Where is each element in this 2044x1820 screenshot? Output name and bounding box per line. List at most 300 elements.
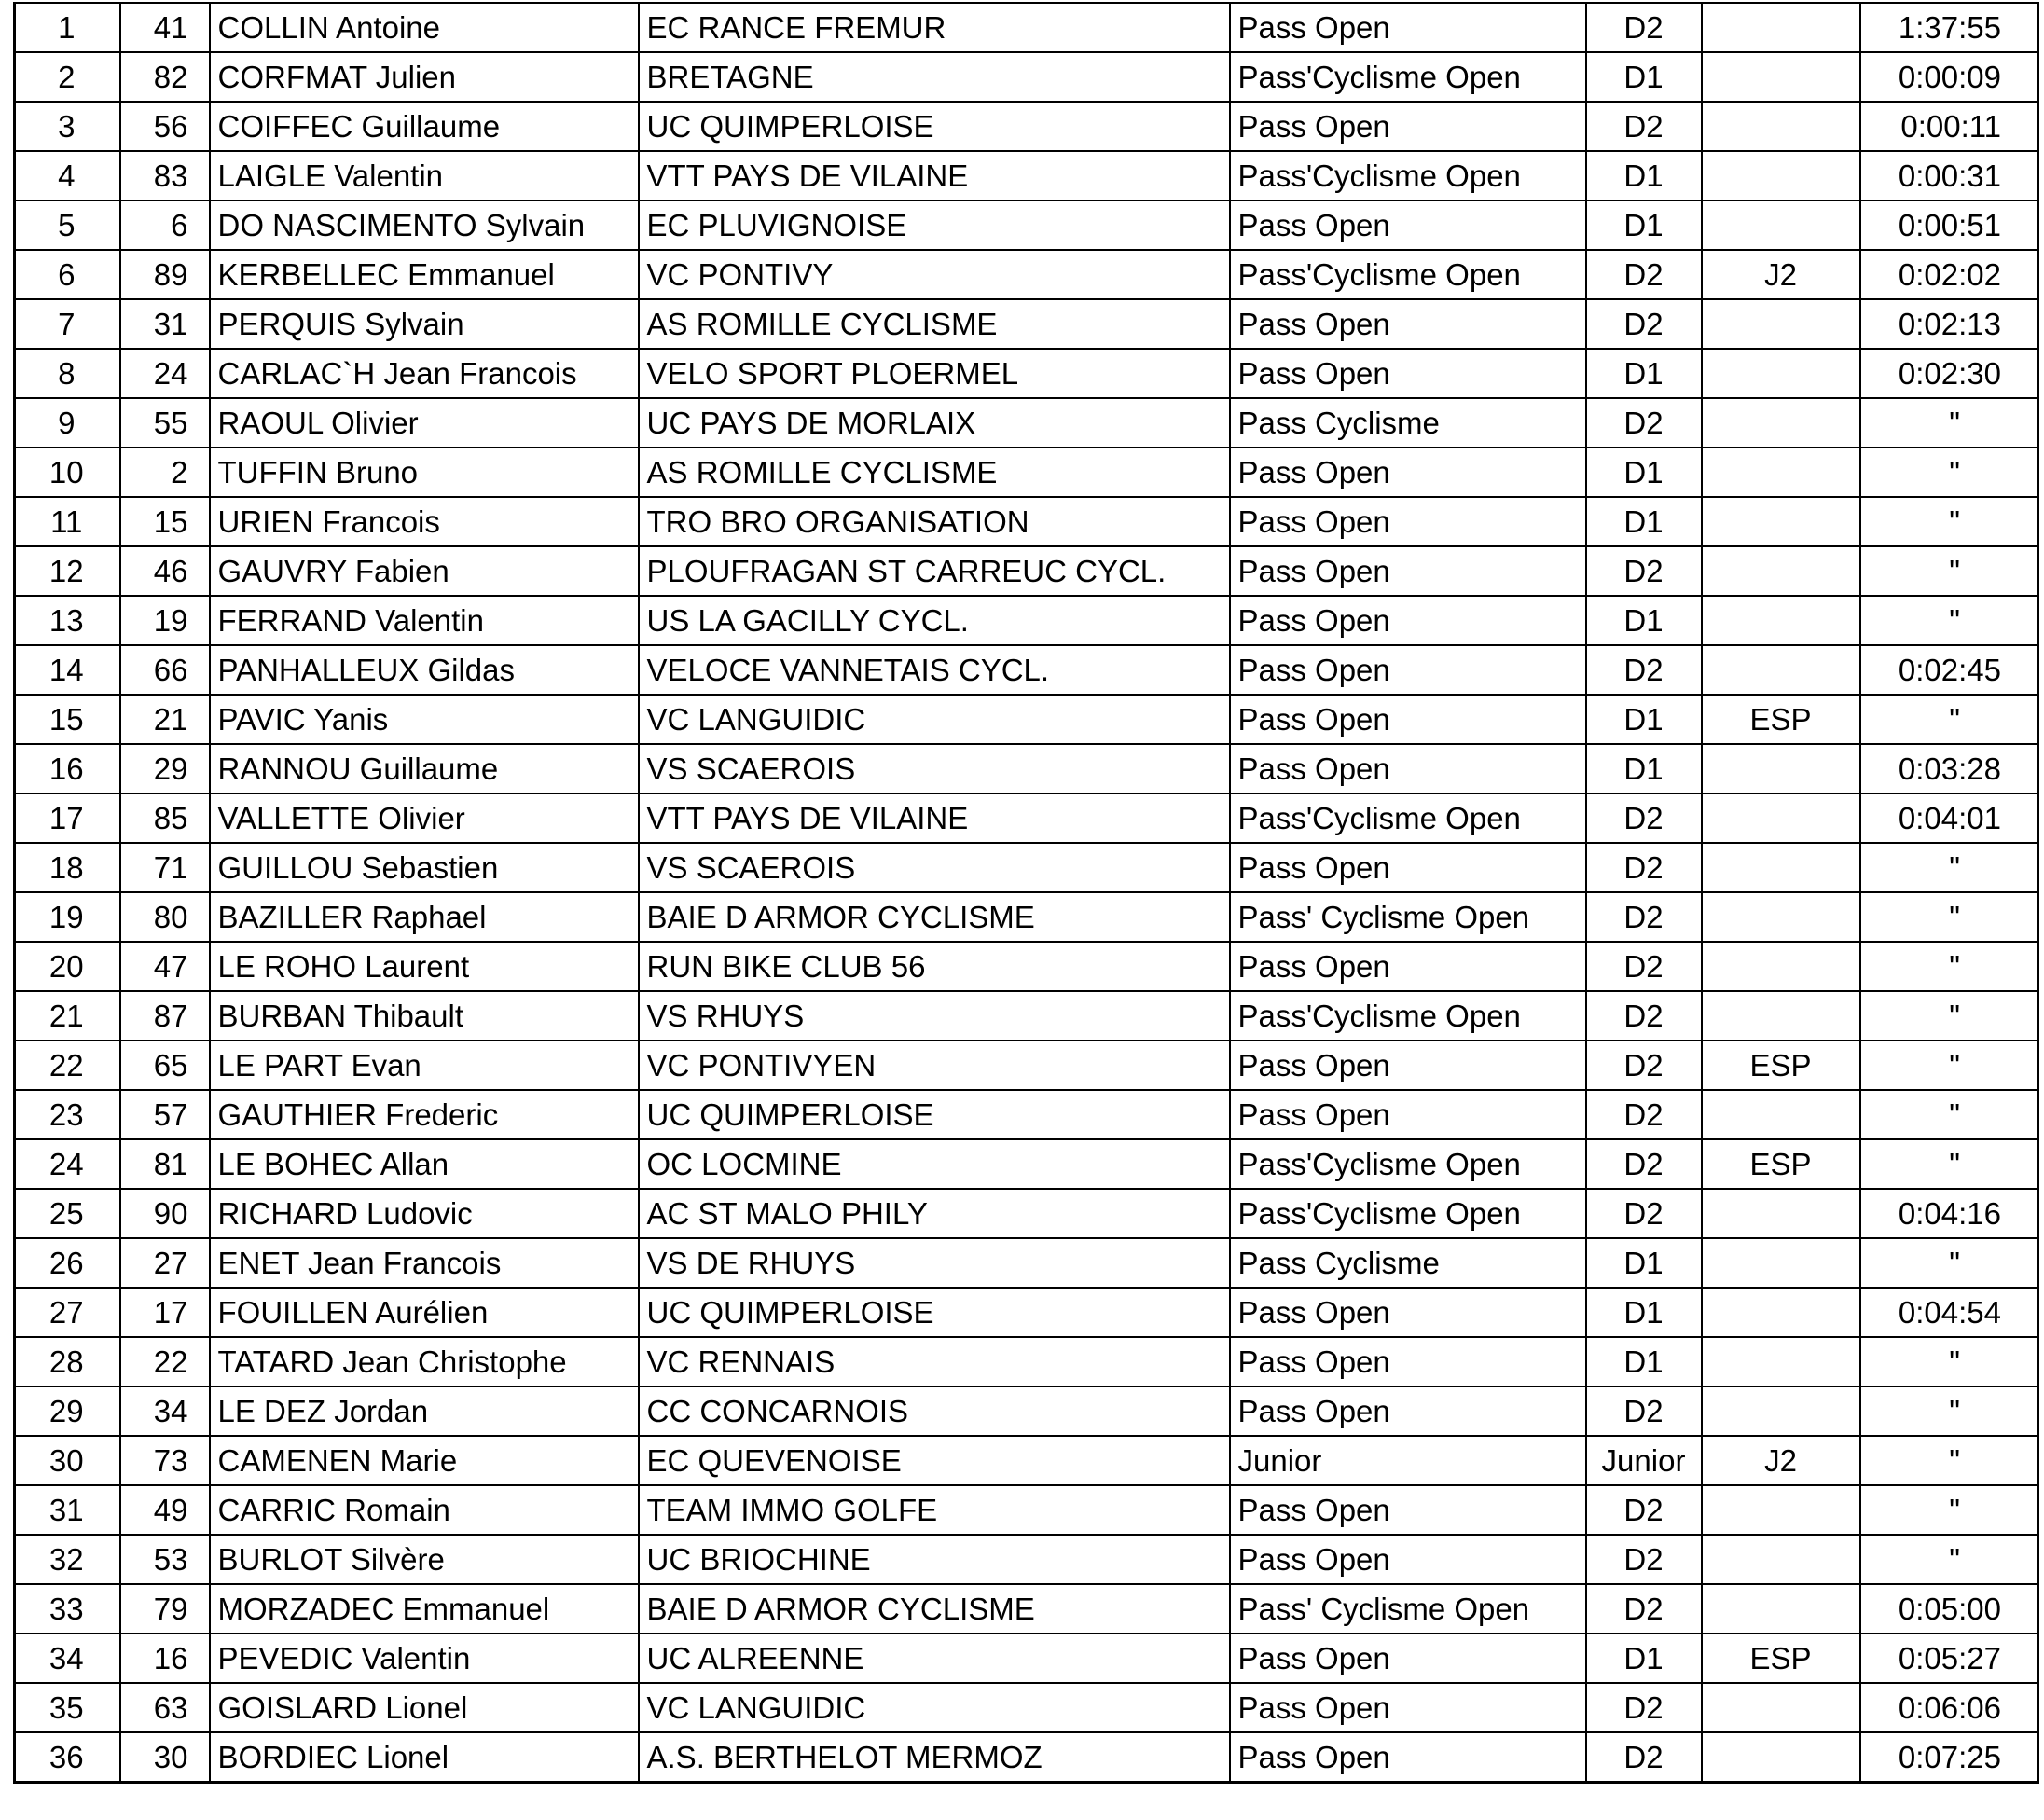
subcategory-cell xyxy=(1702,1732,1860,1783)
club-cell: PLOUFRAGAN ST CARREUC CYCL. xyxy=(639,546,1230,596)
club-cell: UC PAYS DE MORLAIX xyxy=(639,398,1230,448)
division-cell: D2 xyxy=(1586,3,1702,52)
division-cell: D2 xyxy=(1586,1535,1702,1584)
time-gap-cell: " xyxy=(1860,892,2038,942)
club-cell: EC PLUVIGNOISE xyxy=(639,200,1230,250)
division-cell: D2 xyxy=(1586,1683,1702,1732)
division-cell: D1 xyxy=(1586,448,1702,497)
category-cell: Pass'Cyclisme Open xyxy=(1230,250,1586,299)
bib-number-cell: 22 xyxy=(120,1337,210,1386)
time-gap-cell: " xyxy=(1860,991,2038,1041)
time-gap-cell: " xyxy=(1860,695,2038,744)
category-cell: Pass Open xyxy=(1230,645,1586,695)
time-gap-cell: " xyxy=(1860,1386,2038,1436)
rider-name-cell: PEVEDIC Valentin xyxy=(210,1634,639,1683)
rank-cell: 3 xyxy=(15,102,120,151)
rider-name-cell: KERBELLEC Emmanuel xyxy=(210,250,639,299)
division-cell: D2 xyxy=(1586,1189,1702,1238)
category-cell: Pass Open xyxy=(1230,1386,1586,1436)
division-cell: D2 xyxy=(1586,1139,1702,1189)
subcategory-cell xyxy=(1702,200,1860,250)
division-cell: D2 xyxy=(1586,1386,1702,1436)
table-row xyxy=(15,1732,2038,1783)
rank-cell: 7 xyxy=(15,299,120,349)
club-cell: RUN BIKE CLUB 56 xyxy=(639,942,1230,991)
division-cell: D2 xyxy=(1586,1041,1702,1090)
bib-number-cell: 6 xyxy=(120,200,210,250)
results-table-body xyxy=(15,3,2038,1783)
category-cell: Junior xyxy=(1230,1436,1586,1485)
table-row xyxy=(15,1238,2038,1288)
table-row xyxy=(15,1535,2038,1584)
rank-cell: 33 xyxy=(15,1584,120,1634)
bib-number-cell: 19 xyxy=(120,596,210,645)
table-row xyxy=(15,1683,2038,1732)
subcategory-cell xyxy=(1702,151,1860,200)
table-row xyxy=(15,1041,2038,1090)
category-cell: Pass'Cyclisme Open xyxy=(1230,991,1586,1041)
division-cell: D2 xyxy=(1586,398,1702,448)
rider-name-cell: BURBAN Thibault xyxy=(210,991,639,1041)
time-gap-cell: " xyxy=(1860,1436,2038,1485)
rider-name-cell: CARLAC`H Jean Francois xyxy=(210,349,639,398)
rider-name-cell: CORFMAT Julien xyxy=(210,52,639,102)
table-row xyxy=(15,151,2038,200)
rank-cell: 34 xyxy=(15,1634,120,1683)
subcategory-cell xyxy=(1702,52,1860,102)
category-cell: Pass'Cyclisme Open xyxy=(1230,52,1586,102)
subcategory-cell: J2 xyxy=(1702,250,1860,299)
category-cell: Pass Open xyxy=(1230,349,1586,398)
division-cell: D1 xyxy=(1586,200,1702,250)
time-gap-cell: " xyxy=(1860,497,2038,546)
table-row xyxy=(15,793,2038,843)
club-cell: CC CONCARNOIS xyxy=(639,1386,1230,1436)
rank-cell: 31 xyxy=(15,1485,120,1535)
rider-name-cell: BORDIEC Lionel xyxy=(210,1732,639,1783)
rank-cell: 22 xyxy=(15,1041,120,1090)
subcategory-cell xyxy=(1702,1535,1860,1584)
rider-name-cell: RAOUL Olivier xyxy=(210,398,639,448)
subcategory-cell: ESP xyxy=(1702,1634,1860,1683)
rank-cell: 14 xyxy=(15,645,120,695)
rider-name-cell: CARRIC Romain xyxy=(210,1485,639,1535)
rank-cell: 28 xyxy=(15,1337,120,1386)
category-cell: Pass' Cyclisme Open xyxy=(1230,1584,1586,1634)
table-row xyxy=(15,200,2038,250)
bib-number-cell: 55 xyxy=(120,398,210,448)
bib-number-cell: 65 xyxy=(120,1041,210,1090)
time-gap-cell: 0:02:13 xyxy=(1860,299,2038,349)
bib-number-cell: 53 xyxy=(120,1535,210,1584)
bib-number-cell: 56 xyxy=(120,102,210,151)
rank-cell: 15 xyxy=(15,695,120,744)
table-row xyxy=(15,52,2038,102)
time-gap-cell: " xyxy=(1860,546,2038,596)
bib-number-cell: 49 xyxy=(120,1485,210,1535)
rank-cell: 8 xyxy=(15,349,120,398)
division-cell: D1 xyxy=(1586,151,1702,200)
table-row xyxy=(15,1436,2038,1485)
table-row xyxy=(15,250,2038,299)
bib-number-cell: 81 xyxy=(120,1139,210,1189)
subcategory-cell: ESP xyxy=(1702,1139,1860,1189)
division-cell: D1 xyxy=(1586,349,1702,398)
table-row xyxy=(15,744,2038,793)
category-cell: Pass'Cyclisme Open xyxy=(1230,1139,1586,1189)
division-cell: Junior xyxy=(1586,1436,1702,1485)
rider-name-cell: PAVIC Yanis xyxy=(210,695,639,744)
division-cell: D2 xyxy=(1586,991,1702,1041)
club-cell: VC LANGUIDIC xyxy=(639,695,1230,744)
subcategory-cell xyxy=(1702,991,1860,1041)
subcategory-cell xyxy=(1702,596,1860,645)
club-cell: TRO BRO ORGANISATION xyxy=(639,497,1230,546)
club-cell: VS DE RHUYS xyxy=(639,1238,1230,1288)
rider-name-cell: COLLIN Antoine xyxy=(210,3,639,52)
subcategory-cell xyxy=(1702,1288,1860,1337)
club-cell: OC LOCMINE xyxy=(639,1139,1230,1189)
rider-name-cell: LAIGLE Valentin xyxy=(210,151,639,200)
subcategory-cell: ESP xyxy=(1702,1041,1860,1090)
table-row xyxy=(15,398,2038,448)
division-cell: D2 xyxy=(1586,299,1702,349)
table-row xyxy=(15,892,2038,942)
rider-name-cell: PANHALLEUX Gildas xyxy=(210,645,639,695)
table-row xyxy=(15,299,2038,349)
bib-number-cell: 34 xyxy=(120,1386,210,1436)
rank-cell: 21 xyxy=(15,991,120,1041)
bib-number-cell: 17 xyxy=(120,1288,210,1337)
rank-cell: 24 xyxy=(15,1139,120,1189)
club-cell: TEAM IMMO GOLFE xyxy=(639,1485,1230,1535)
subcategory-cell xyxy=(1702,645,1860,695)
time-gap-cell: 1:37:55 xyxy=(1860,3,2038,52)
bib-number-cell: 24 xyxy=(120,349,210,398)
subcategory-cell xyxy=(1702,892,1860,942)
club-cell: VTT PAYS DE VILAINE xyxy=(639,151,1230,200)
subcategory-cell xyxy=(1702,942,1860,991)
rider-name-cell: GAUVRY Fabien xyxy=(210,546,639,596)
rank-cell: 19 xyxy=(15,892,120,942)
subcategory-cell xyxy=(1702,1386,1860,1436)
category-cell: Pass Cyclisme xyxy=(1230,398,1586,448)
club-cell: VS RHUYS xyxy=(639,991,1230,1041)
category-cell: Pass Open xyxy=(1230,448,1586,497)
time-gap-cell: " xyxy=(1860,1041,2038,1090)
time-gap-cell: 0:05:00 xyxy=(1860,1584,2038,1634)
time-gap-cell: 0:00:09 xyxy=(1860,52,2038,102)
rank-cell: 30 xyxy=(15,1436,120,1485)
bib-number-cell: 15 xyxy=(120,497,210,546)
subcategory-cell xyxy=(1702,448,1860,497)
rider-name-cell: GOISLARD Lionel xyxy=(210,1683,639,1732)
rank-cell: 29 xyxy=(15,1386,120,1436)
rank-cell: 20 xyxy=(15,942,120,991)
division-cell: D2 xyxy=(1586,1584,1702,1634)
bib-number-cell: 73 xyxy=(120,1436,210,1485)
subcategory-cell xyxy=(1702,299,1860,349)
club-cell: VELO SPORT PLOERMEL xyxy=(639,349,1230,398)
club-cell: UC ALREENNE xyxy=(639,1634,1230,1683)
category-cell: Pass Cyclisme xyxy=(1230,1238,1586,1288)
division-cell: D2 xyxy=(1586,892,1702,942)
category-cell: Pass Open xyxy=(1230,1041,1586,1090)
division-cell: D2 xyxy=(1586,1732,1702,1783)
rider-name-cell: LE DEZ Jordan xyxy=(210,1386,639,1436)
subcategory-cell xyxy=(1702,1337,1860,1386)
subcategory-cell xyxy=(1702,3,1860,52)
club-cell: EC RANCE FREMUR xyxy=(639,3,1230,52)
category-cell: Pass Open xyxy=(1230,596,1586,645)
rider-name-cell: GUILLOU Sebastien xyxy=(210,843,639,892)
table-row xyxy=(15,1634,2038,1683)
club-cell: UC QUIMPERLOISE xyxy=(639,102,1230,151)
club-cell: BRETAGNE xyxy=(639,52,1230,102)
club-cell: EC QUEVENOISE xyxy=(639,1436,1230,1485)
results-table xyxy=(13,2,2039,1784)
subcategory-cell xyxy=(1702,1683,1860,1732)
club-cell: VS SCAEROIS xyxy=(639,744,1230,793)
rider-name-cell: DO NASCIMENTO Sylvain xyxy=(210,200,639,250)
club-cell: VC PONTIVYEN xyxy=(639,1041,1230,1090)
subcategory-cell xyxy=(1702,1238,1860,1288)
rider-name-cell: MORZADEC Emmanuel xyxy=(210,1584,639,1634)
time-gap-cell: 0:04:16 xyxy=(1860,1189,2038,1238)
table-row xyxy=(15,1090,2038,1139)
time-gap-cell: 0:07:25 xyxy=(1860,1732,2038,1783)
table-row xyxy=(15,349,2038,398)
subcategory-cell xyxy=(1702,349,1860,398)
rider-name-cell: CAMENEN Marie xyxy=(210,1436,639,1485)
time-gap-cell: 0:04:01 xyxy=(1860,793,2038,843)
table-row xyxy=(15,942,2038,991)
club-cell: UC QUIMPERLOISE xyxy=(639,1090,1230,1139)
club-cell: VELOCE VANNETAIS CYCL. xyxy=(639,645,1230,695)
rank-cell: 26 xyxy=(15,1238,120,1288)
bib-number-cell: 27 xyxy=(120,1238,210,1288)
subcategory-cell xyxy=(1702,1090,1860,1139)
time-gap-cell: " xyxy=(1860,398,2038,448)
table-row xyxy=(15,497,2038,546)
time-gap-cell: " xyxy=(1860,448,2038,497)
category-cell: Pass' Cyclisme Open xyxy=(1230,892,1586,942)
table-row xyxy=(15,546,2038,596)
club-cell: VC PONTIVY xyxy=(639,250,1230,299)
bib-number-cell: 2 xyxy=(120,448,210,497)
division-cell: D1 xyxy=(1586,1238,1702,1288)
bib-number-cell: 87 xyxy=(120,991,210,1041)
club-cell: AS ROMILLE CYCLISME xyxy=(639,448,1230,497)
rank-cell: 10 xyxy=(15,448,120,497)
bib-number-cell: 66 xyxy=(120,645,210,695)
club-cell: UC QUIMPERLOISE xyxy=(639,1288,1230,1337)
category-cell: Pass Open xyxy=(1230,3,1586,52)
club-cell: VS SCAEROIS xyxy=(639,843,1230,892)
rank-cell: 13 xyxy=(15,596,120,645)
time-gap-cell: " xyxy=(1860,1238,2038,1288)
category-cell: Pass Open xyxy=(1230,200,1586,250)
category-cell: Pass Open xyxy=(1230,1337,1586,1386)
category-cell: Pass Open xyxy=(1230,1683,1586,1732)
bib-number-cell: 30 xyxy=(120,1732,210,1783)
club-cell: VTT PAYS DE VILAINE xyxy=(639,793,1230,843)
rank-cell: 16 xyxy=(15,744,120,793)
division-cell: D2 xyxy=(1586,1090,1702,1139)
subcategory-cell xyxy=(1702,398,1860,448)
time-gap-cell: 0:04:54 xyxy=(1860,1288,2038,1337)
category-cell: Pass Open xyxy=(1230,843,1586,892)
time-gap-cell: 0:00:51 xyxy=(1860,200,2038,250)
rider-name-cell: PERQUIS Sylvain xyxy=(210,299,639,349)
rank-cell: 4 xyxy=(15,151,120,200)
division-cell: D1 xyxy=(1586,695,1702,744)
time-gap-cell: 0:00:31 xyxy=(1860,151,2038,200)
subcategory-cell xyxy=(1702,1485,1860,1535)
division-cell: D1 xyxy=(1586,52,1702,102)
rider-name-cell: GAUTHIER Frederic xyxy=(210,1090,639,1139)
rider-name-cell: FOUILLEN Aurélien xyxy=(210,1288,639,1337)
category-cell: Pass Open xyxy=(1230,1090,1586,1139)
division-cell: D1 xyxy=(1586,744,1702,793)
bib-number-cell: 41 xyxy=(120,3,210,52)
bib-number-cell: 21 xyxy=(120,695,210,744)
rank-cell: 18 xyxy=(15,843,120,892)
rank-cell: 25 xyxy=(15,1189,120,1238)
rank-cell: 11 xyxy=(15,497,120,546)
division-cell: D2 xyxy=(1586,1485,1702,1535)
table-row xyxy=(15,1337,2038,1386)
subcategory-cell xyxy=(1702,1189,1860,1238)
club-cell: AC ST MALO PHILY xyxy=(639,1189,1230,1238)
table-row xyxy=(15,695,2038,744)
category-cell: Pass Open xyxy=(1230,695,1586,744)
bib-number-cell: 47 xyxy=(120,942,210,991)
rank-cell: 12 xyxy=(15,546,120,596)
category-cell: Pass Open xyxy=(1230,299,1586,349)
table-row xyxy=(15,991,2038,1041)
club-cell: A.S. BERTHELOT MERMOZ xyxy=(639,1732,1230,1783)
time-gap-cell: " xyxy=(1860,1485,2038,1535)
bib-number-cell: 63 xyxy=(120,1683,210,1732)
time-gap-cell: 0:05:27 xyxy=(1860,1634,2038,1683)
club-cell: US LA GACILLY CYCL. xyxy=(639,596,1230,645)
division-cell: D1 xyxy=(1586,1288,1702,1337)
category-cell: Pass Open xyxy=(1230,1535,1586,1584)
subcategory-cell xyxy=(1702,546,1860,596)
rider-name-cell: RICHARD Ludovic xyxy=(210,1189,639,1238)
bib-number-cell: 29 xyxy=(120,744,210,793)
bib-number-cell: 46 xyxy=(120,546,210,596)
table-row xyxy=(15,1584,2038,1634)
table-row xyxy=(15,645,2038,695)
bib-number-cell: 31 xyxy=(120,299,210,349)
time-gap-cell: 0:03:28 xyxy=(1860,744,2038,793)
rank-cell: 36 xyxy=(15,1732,120,1783)
category-cell: Pass Open xyxy=(1230,744,1586,793)
category-cell: Pass Open xyxy=(1230,102,1586,151)
table-row xyxy=(15,102,2038,151)
division-cell: D2 xyxy=(1586,793,1702,843)
rank-cell: 1 xyxy=(15,3,120,52)
time-gap-cell: " xyxy=(1860,596,2038,645)
time-gap-cell: 0:06:06 xyxy=(1860,1683,2038,1732)
club-cell: BAIE D ARMOR CYCLISME xyxy=(639,1584,1230,1634)
category-cell: Pass Open xyxy=(1230,546,1586,596)
bib-number-cell: 57 xyxy=(120,1090,210,1139)
category-cell: Pass Open xyxy=(1230,1288,1586,1337)
time-gap-cell: 0:02:30 xyxy=(1860,349,2038,398)
category-cell: Pass Open xyxy=(1230,1485,1586,1535)
category-cell: Pass Open xyxy=(1230,1634,1586,1683)
rank-cell: 9 xyxy=(15,398,120,448)
rank-cell: 17 xyxy=(15,793,120,843)
rider-name-cell: BURLOT Silvère xyxy=(210,1535,639,1584)
table-row xyxy=(15,3,2038,52)
rider-name-cell: ENET Jean Francois xyxy=(210,1238,639,1288)
subcategory-cell xyxy=(1702,1584,1860,1634)
subcategory-cell xyxy=(1702,744,1860,793)
time-gap-cell: " xyxy=(1860,843,2038,892)
club-cell: UC BRIOCHINE xyxy=(639,1535,1230,1584)
division-cell: D2 xyxy=(1586,546,1702,596)
rider-name-cell: FERRAND Valentin xyxy=(210,596,639,645)
bib-number-cell: 85 xyxy=(120,793,210,843)
division-cell: D2 xyxy=(1586,645,1702,695)
rank-cell: 6 xyxy=(15,250,120,299)
division-cell: D1 xyxy=(1586,1634,1702,1683)
subcategory-cell: ESP xyxy=(1702,695,1860,744)
division-cell: D1 xyxy=(1586,596,1702,645)
rider-name-cell: LE BOHEC Allan xyxy=(210,1139,639,1189)
rank-cell: 23 xyxy=(15,1090,120,1139)
bib-number-cell: 83 xyxy=(120,151,210,200)
time-gap-cell: " xyxy=(1860,1090,2038,1139)
table-row xyxy=(15,1139,2038,1189)
table-row xyxy=(15,843,2038,892)
division-cell: D1 xyxy=(1586,497,1702,546)
time-gap-cell: " xyxy=(1860,1535,2038,1584)
time-gap-cell: 0:00:11 xyxy=(1860,102,2038,151)
rider-name-cell: LE ROHO Laurent xyxy=(210,942,639,991)
bib-number-cell: 90 xyxy=(120,1189,210,1238)
category-cell: Pass Open xyxy=(1230,942,1586,991)
time-gap-cell: " xyxy=(1860,1139,2038,1189)
rider-name-cell: URIEN Francois xyxy=(210,497,639,546)
rider-name-cell: COIFFEC Guillaume xyxy=(210,102,639,151)
table-row xyxy=(15,596,2038,645)
rank-cell: 32 xyxy=(15,1535,120,1584)
table-row xyxy=(15,1288,2038,1337)
table-row xyxy=(15,448,2038,497)
bib-number-cell: 89 xyxy=(120,250,210,299)
time-gap-cell: 0:02:45 xyxy=(1860,645,2038,695)
subcategory-cell xyxy=(1702,793,1860,843)
category-cell: Pass'Cyclisme Open xyxy=(1230,151,1586,200)
rider-name-cell: RANNOU Guillaume xyxy=(210,744,639,793)
category-cell: Pass'Cyclisme Open xyxy=(1230,1189,1586,1238)
bib-number-cell: 71 xyxy=(120,843,210,892)
division-cell: D2 xyxy=(1586,250,1702,299)
category-cell: Pass Open xyxy=(1230,1732,1586,1783)
club-cell: AS ROMILLE CYCLISME xyxy=(639,299,1230,349)
rank-cell: 2 xyxy=(15,52,120,102)
subcategory-cell xyxy=(1702,497,1860,546)
bib-number-cell: 80 xyxy=(120,892,210,942)
category-cell: Pass'Cyclisme Open xyxy=(1230,793,1586,843)
club-cell: VC LANGUIDIC xyxy=(639,1683,1230,1732)
subcategory-cell xyxy=(1702,843,1860,892)
